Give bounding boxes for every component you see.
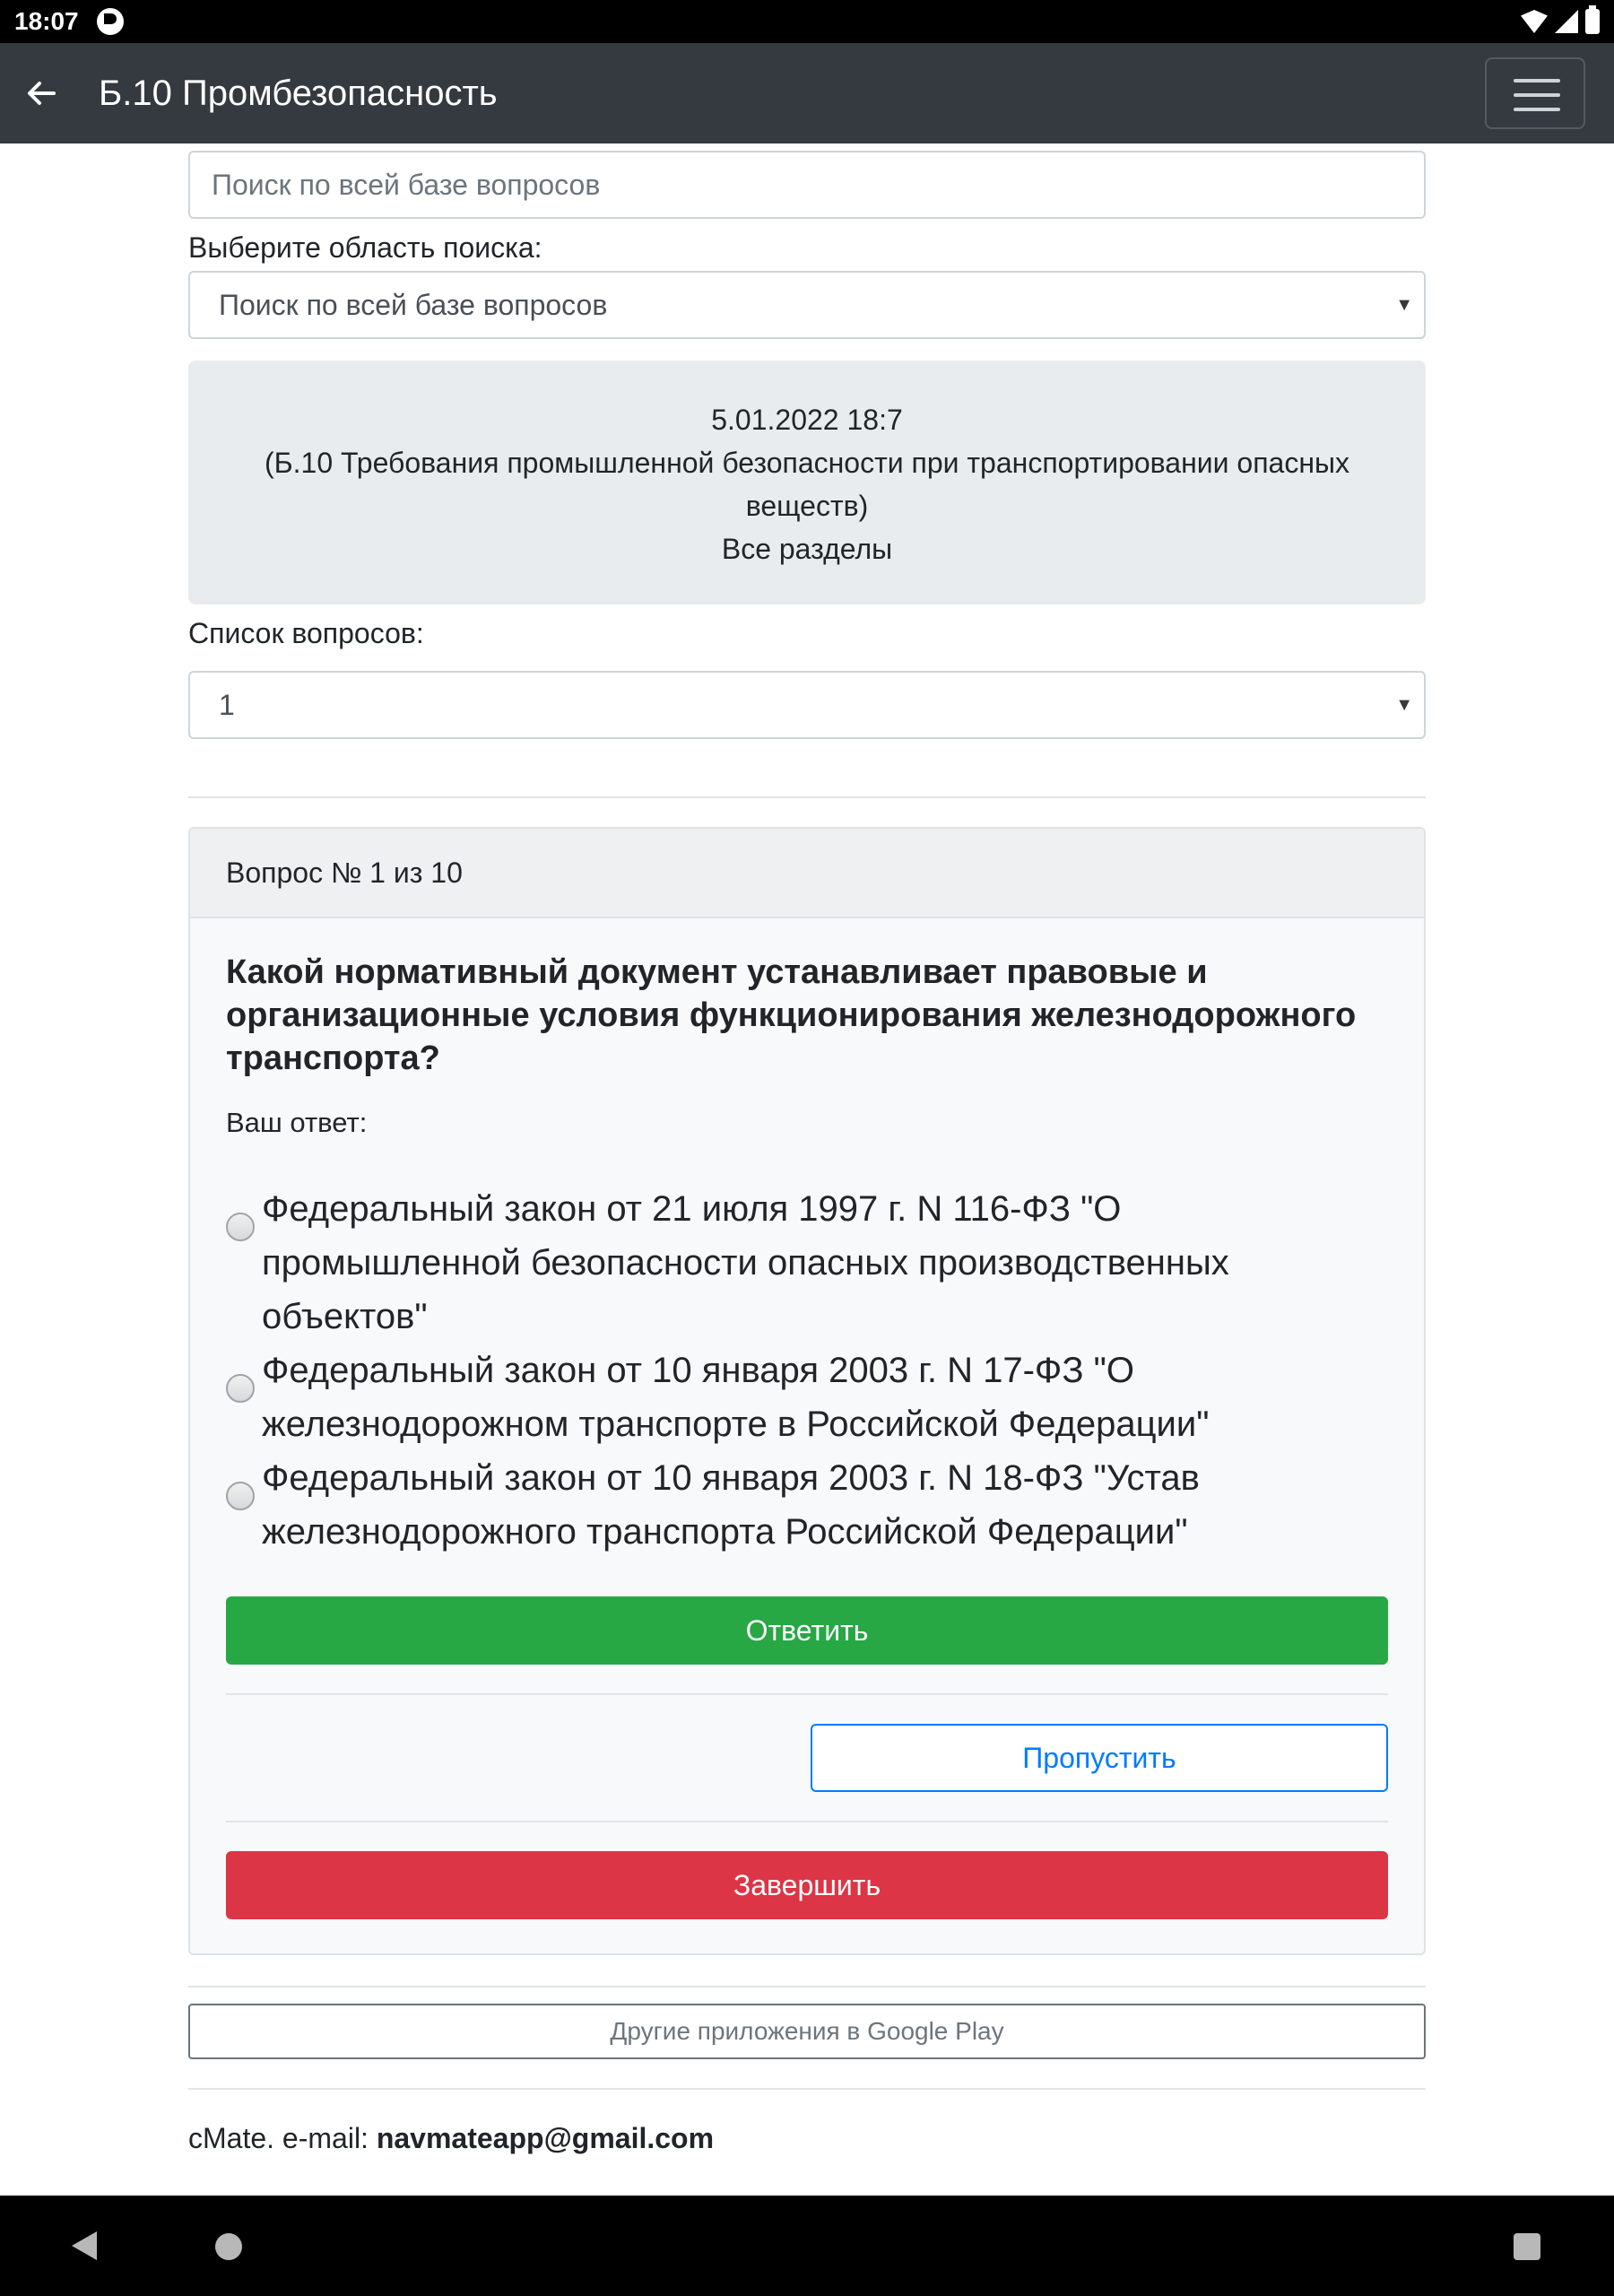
question-list-selected: 1 — [219, 689, 235, 721]
question-list-label: Список вопросов: — [188, 617, 424, 649]
menu-toggle-button[interactable] — [1485, 57, 1585, 129]
app-bar — [0, 43, 1614, 144]
divider — [226, 1821, 1388, 1822]
question-text: Какой нормативный документ устанавливает правовые и организационные условия функционирования железнодорожного транспорта? — [226, 953, 1357, 1077]
status-time: 18:07 — [14, 7, 79, 35]
answer-button[interactable]: Ответить — [226, 1596, 1388, 1665]
divider — [188, 1986, 1426, 1987]
finish-button[interactable]: Завершить — [226, 1851, 1388, 1919]
arrow-back-icon[interactable] — [23, 75, 59, 111]
app-title: Б.10 Промбезопасность — [99, 74, 498, 113]
status-icons — [1521, 7, 1600, 36]
nav-recents-icon[interactable] — [1514, 2233, 1540, 2260]
radio-button[interactable] — [226, 1374, 255, 1403]
wifi-icon — [1521, 10, 1548, 33]
question-card — [188, 827, 1426, 1955]
answer-label: Ваш ответ: — [226, 1107, 368, 1138]
radio-button[interactable] — [226, 1482, 255, 1510]
search-area-select[interactable] — [188, 271, 1426, 339]
test-sections: Все разделы — [721, 533, 893, 565]
test-topic: (Б.10 Требования промышленной безопасности при транспортировании опасных веществ) — [265, 447, 1349, 522]
footer-email[interactable]: navmateapp@gmail.com — [376, 2122, 715, 2154]
search-area-selected: Поиск по всей базе вопросов — [219, 289, 608, 321]
divider — [226, 1693, 1388, 1695]
caret-down-icon: ▼ — [1395, 295, 1413, 315]
footer — [188, 2122, 714, 2155]
radio-button[interactable] — [226, 1213, 255, 1241]
question-list-select[interactable] — [188, 671, 1426, 739]
divider — [188, 2088, 1426, 2090]
signal-icon — [1555, 10, 1578, 33]
search-input[interactable] — [188, 151, 1426, 219]
status-bar — [0, 0, 1614, 43]
answer-option-text: Федеральный закон от 21 июля 1997 г. N 116-ФЗ "О промышленной безопасности опасных производственных объектов" — [262, 1189, 1229, 1336]
test-info-box — [188, 361, 1426, 604]
answer-option-text: Федеральный закон от 10 января 2003 г. N 18-ФЗ "Устав железнодорожного транспорта Российской Федерации" — [262, 1458, 1200, 1552]
nav-home-icon[interactable] — [215, 2233, 242, 2260]
google-play-button[interactable]: Другие приложения в Google Play — [188, 2004, 1426, 2059]
search-area-label: Выберите область поиска: — [188, 231, 542, 264]
nav-back-icon[interactable] — [72, 2231, 97, 2260]
caret-down-icon: ▼ — [1395, 695, 1413, 715]
question-counter: Вопрос № 1 из 10 — [190, 829, 1424, 918]
hamburger-icon — [1514, 79, 1560, 111]
notification-app-icon — [97, 8, 124, 35]
divider — [188, 796, 1426, 798]
battery-icon — [1585, 9, 1600, 34]
system-nav-bar — [0, 2196, 1614, 2296]
test-date: 5.01.2022 18:7 — [711, 404, 903, 436]
footer-prefix: cMate. e-mail: — [188, 2122, 377, 2154]
skip-button[interactable]: Пропустить — [811, 1724, 1388, 1792]
answer-option-text: Федеральный закон от 10 января 2003 г. N 17-ФЗ "О железнодорожном транспорте в Российской Федерации" — [262, 1351, 1210, 1444]
